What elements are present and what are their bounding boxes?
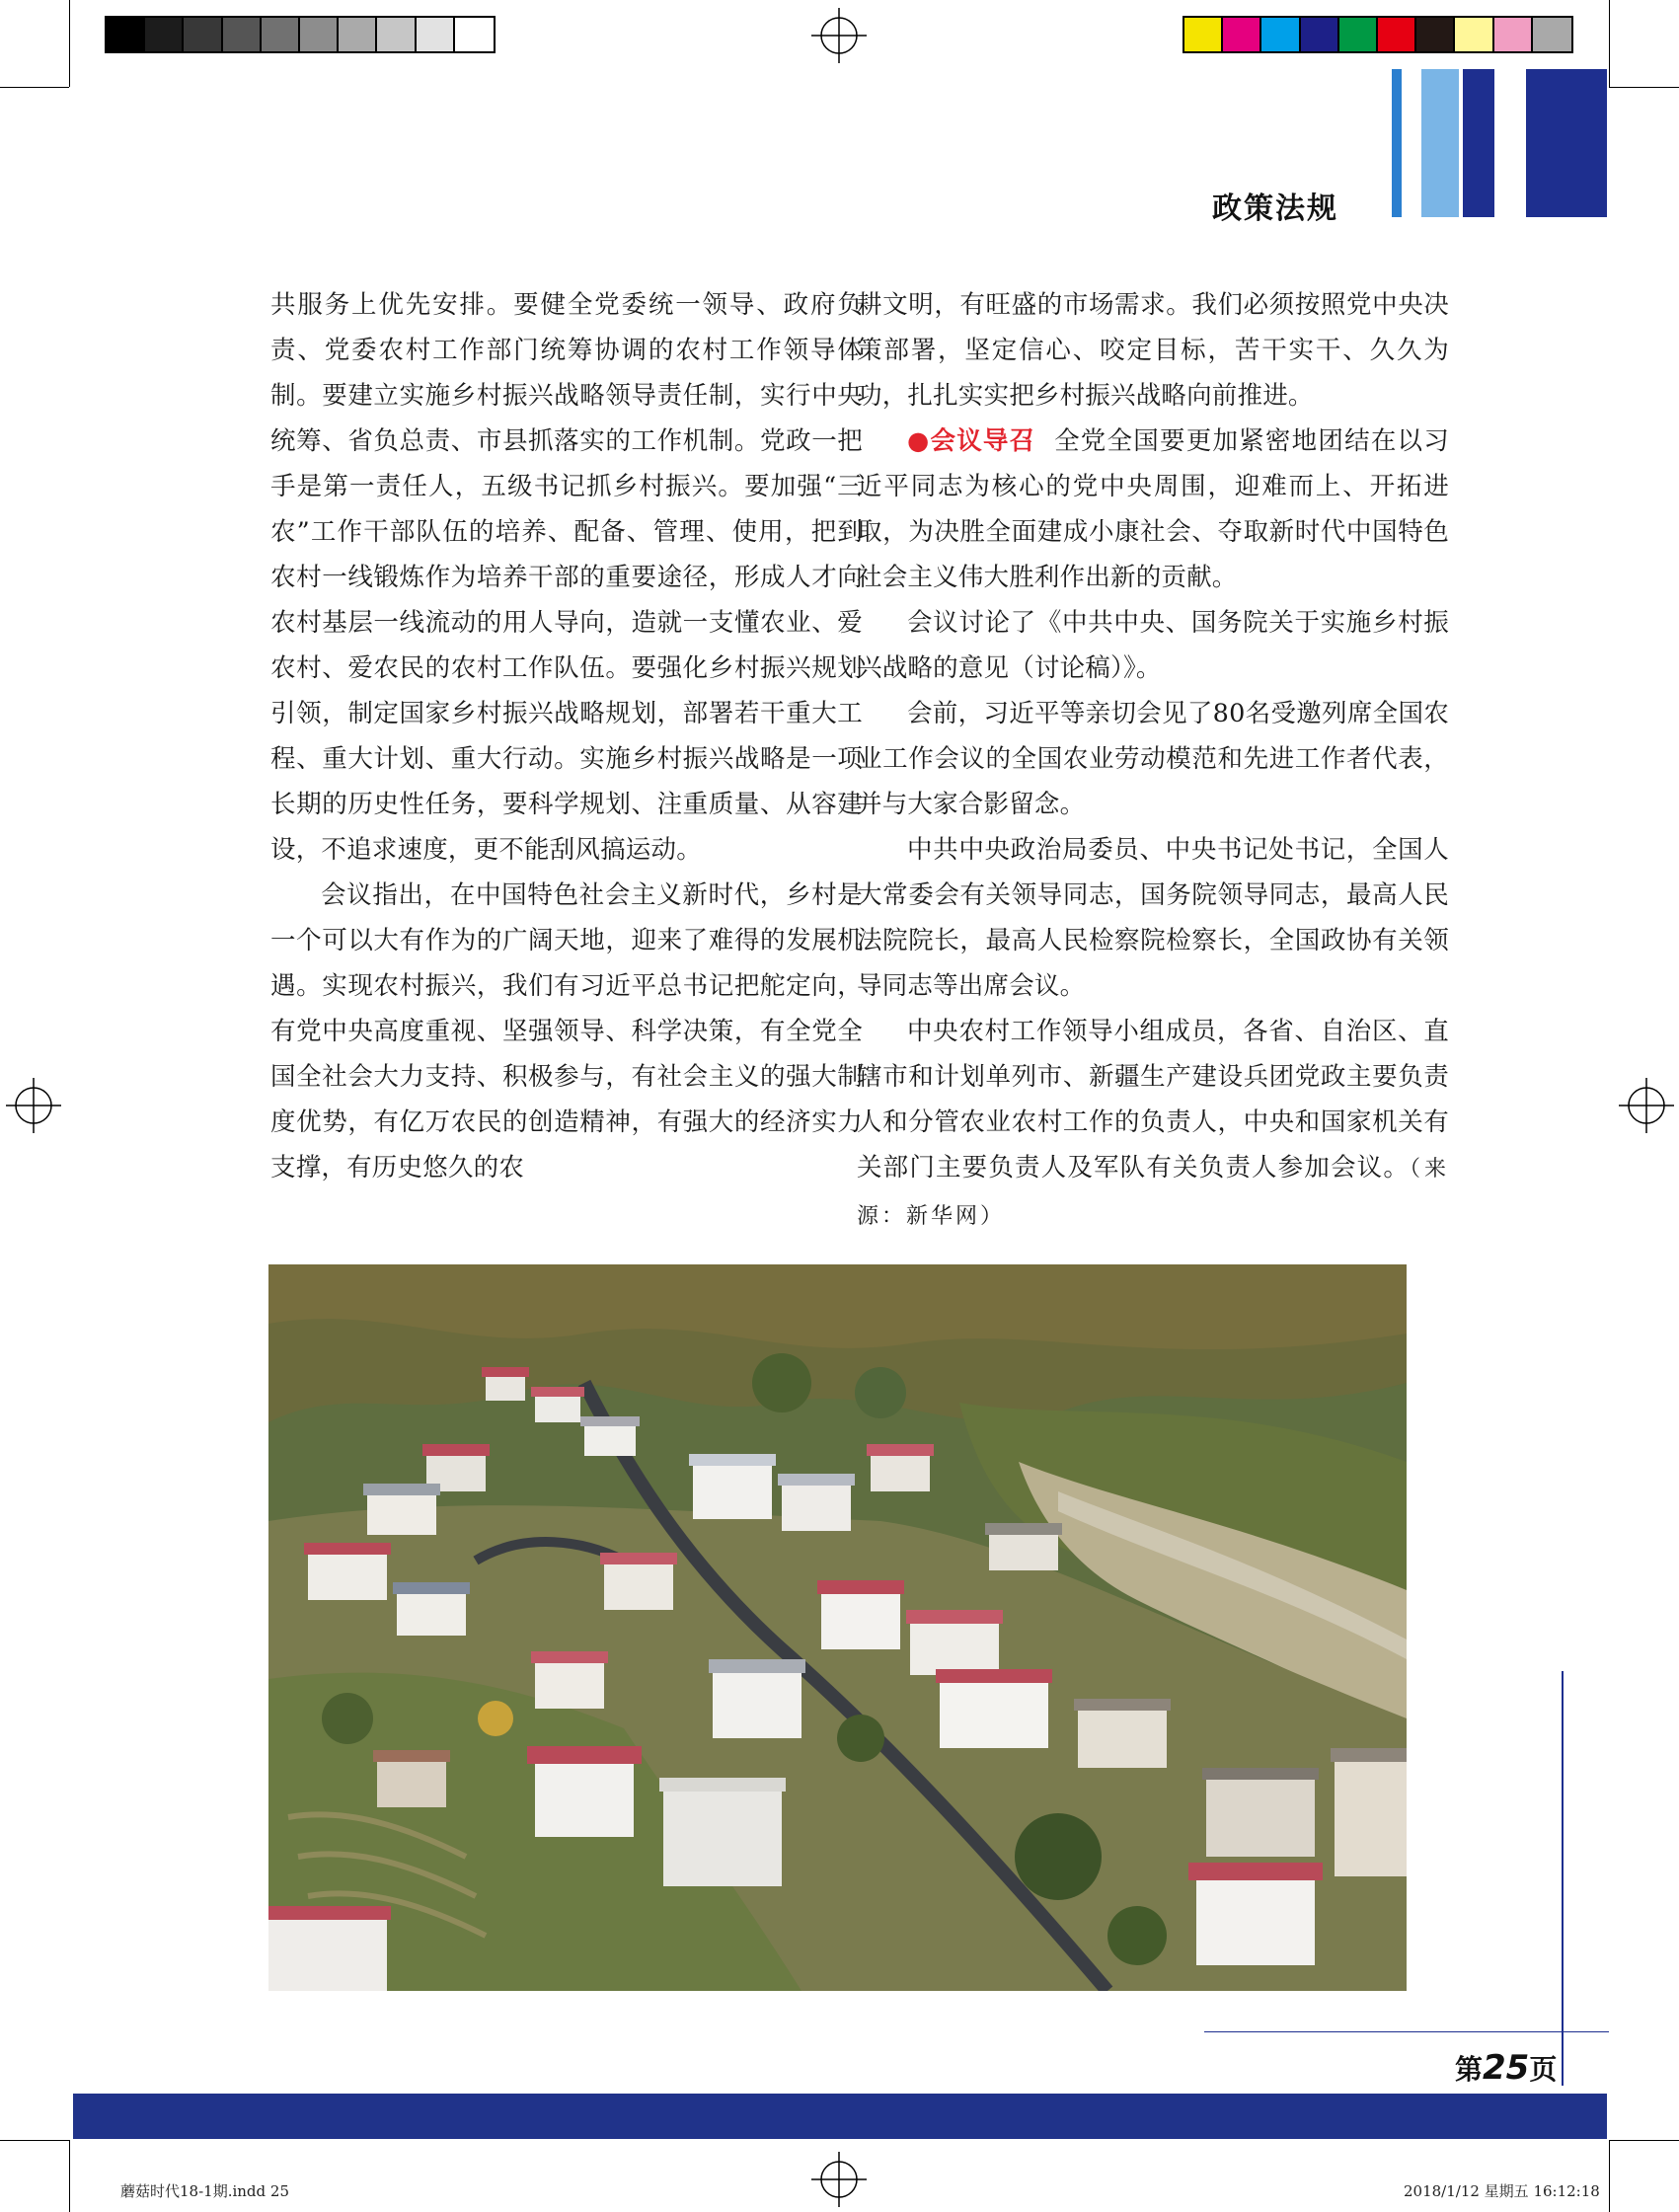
crop-mark <box>0 87 69 88</box>
color-swatch <box>300 18 339 51</box>
crop-mark <box>1609 2140 1679 2141</box>
paragraph: 中共中央政治局委员、中央书记处书记，全国人大常委会有关领导同志，国务院领导同志，最高人民法院院长，最高人民检察院检察长，全国政协有关领导同志等出席会议。 <box>857 835 1449 1001</box>
paragraph: 会议讨论了《中共中央、国务院关于实施乡村振兴战略的意见（讨论稿）》。 <box>857 608 1449 683</box>
color-swatch <box>1339 18 1378 51</box>
page-number <box>1455 2048 1557 2088</box>
registration-mark-icon <box>811 2152 867 2207</box>
crop-mark <box>69 0 70 87</box>
print-slug-filename: 蘑菇时代18-1期.indd 25 <box>120 2182 289 2200</box>
grayscale-color-bar <box>105 16 496 53</box>
color-swatch <box>455 18 494 51</box>
color-swatch <box>1494 18 1533 51</box>
color-swatch <box>107 18 145 51</box>
color-swatch <box>1261 18 1300 51</box>
article-left-column <box>270 282 863 1190</box>
cmyk-color-bar <box>1183 16 1573 53</box>
color-swatch <box>1184 18 1223 51</box>
page-number-value: 25 <box>1483 2048 1530 2088</box>
registration-mark-icon <box>1619 1078 1674 1133</box>
paragraph-lead <box>857 419 1449 600</box>
village-aerial-photo <box>268 1264 1407 1991</box>
crop-mark <box>1609 0 1610 87</box>
lead-label: ●会议导召 <box>907 426 1036 456</box>
footer-band <box>73 2094 1607 2139</box>
color-swatch <box>1378 18 1416 51</box>
paragraph-text: 全党全国要更加紧密地团结在以习近平同志为核心的党中央周围，迎难而上、开拓进取，为决胜全面建成小康社会、夺取新时代中国特色社会主义伟大胜利作出新的贡献。 <box>857 426 1449 592</box>
source-credit: （来源：新华网） <box>857 1157 1449 1229</box>
color-swatch <box>145 18 184 51</box>
color-swatch <box>417 18 455 51</box>
crop-mark <box>69 2140 70 2212</box>
paragraph: 会前，习近平等亲切会见了80名受邀列席全国农业工作会议的全国农业劳动模范和先进工作者代表，并与大家合影留念。 <box>857 699 1449 819</box>
color-swatch <box>1533 18 1571 51</box>
page-suffix: 页 <box>1529 2053 1558 2086</box>
color-swatch <box>1416 18 1455 51</box>
print-slug-timestamp: 2018/1/12 星期五 16:12:18 <box>1404 2182 1600 2200</box>
paragraph: 共服务上优先安排。要健全党委统一领导、政府负责、党委农村工作部门统筹协调的农村工作领导体制。要建立实施乡村振兴战略领导责任制，实行中央统筹、省负总责、市县抓落实的工作机制。党政一把手是第一责任人，五级书记抓乡村振兴。要加强“三农”工作干部队伍的培养、配备、管理、使用，把到农村一线锻炼作为培养干部的重要途径，形成人才向农村基层一线流动的用人导向，造就一支懂农业、爱农村、爱农民的农村工作队伍。要强化乡村振兴规划引领，制定国家乡村振兴战略规划，部署若干重大工程、重大计划、重大行动。实施乡村振兴战略是一项长期的历史性任务，要科学规划、注重质量、从容建设，不追求速度，更不能刮风搞运动。 <box>270 290 863 865</box>
crop-mark <box>0 2140 69 2141</box>
registration-mark-icon <box>6 1078 61 1133</box>
paragraph-text: 中央农村工作领导小组成员，各省、自治区、直辖市和计划单列市、新疆生产建设兵团党政主要负责人和分管农业农村工作的负责人，中央和国家机关有关部门主要负责人及军队有关负责人参加会议。 <box>857 1017 1449 1182</box>
color-swatch <box>184 18 222 51</box>
article-right-column <box>857 282 1449 1240</box>
section-bar <box>1392 69 1402 217</box>
section-bar <box>1526 69 1607 217</box>
paragraph: 耕文明，有旺盛的市场需求。我们必须按照党中央决策部署，坚定信心、咬定目标，苦干实干、久久为功，扎扎实实把乡村振兴战略向前推进。 <box>857 290 1449 411</box>
color-swatch <box>1455 18 1493 51</box>
color-swatch <box>377 18 416 51</box>
color-swatch <box>1223 18 1261 51</box>
color-swatch <box>262 18 300 51</box>
crop-mark <box>1609 87 1679 88</box>
page-prefix: 第 <box>1455 2053 1484 2086</box>
paragraph: 会议指出，在中国特色社会主义新时代，乡村是一个可以大有作为的广阔天地，迎来了难得的发展机遇。实现农村振兴，我们有习近平总书记把舵定向，有党中央高度重视、坚强领导、科学决策，有全党全国全社会大力支持、积极参与，有社会主义的强大制度优势，有亿万农民的创造精神，有强大的经济实力支撑，有历史悠久的农 <box>270 880 863 1182</box>
crop-mark <box>1609 2140 1610 2212</box>
section-title: 政策法规 <box>1212 191 1338 226</box>
paragraph <box>857 1009 1449 1240</box>
registration-mark-icon <box>811 8 867 63</box>
decorative-rule <box>1562 1671 1564 2086</box>
color-swatch <box>339 18 377 51</box>
section-bar <box>1421 69 1459 217</box>
section-bar <box>1463 69 1494 217</box>
decorative-rule <box>1204 2031 1609 2032</box>
color-swatch <box>223 18 262 51</box>
color-swatch <box>1301 18 1339 51</box>
